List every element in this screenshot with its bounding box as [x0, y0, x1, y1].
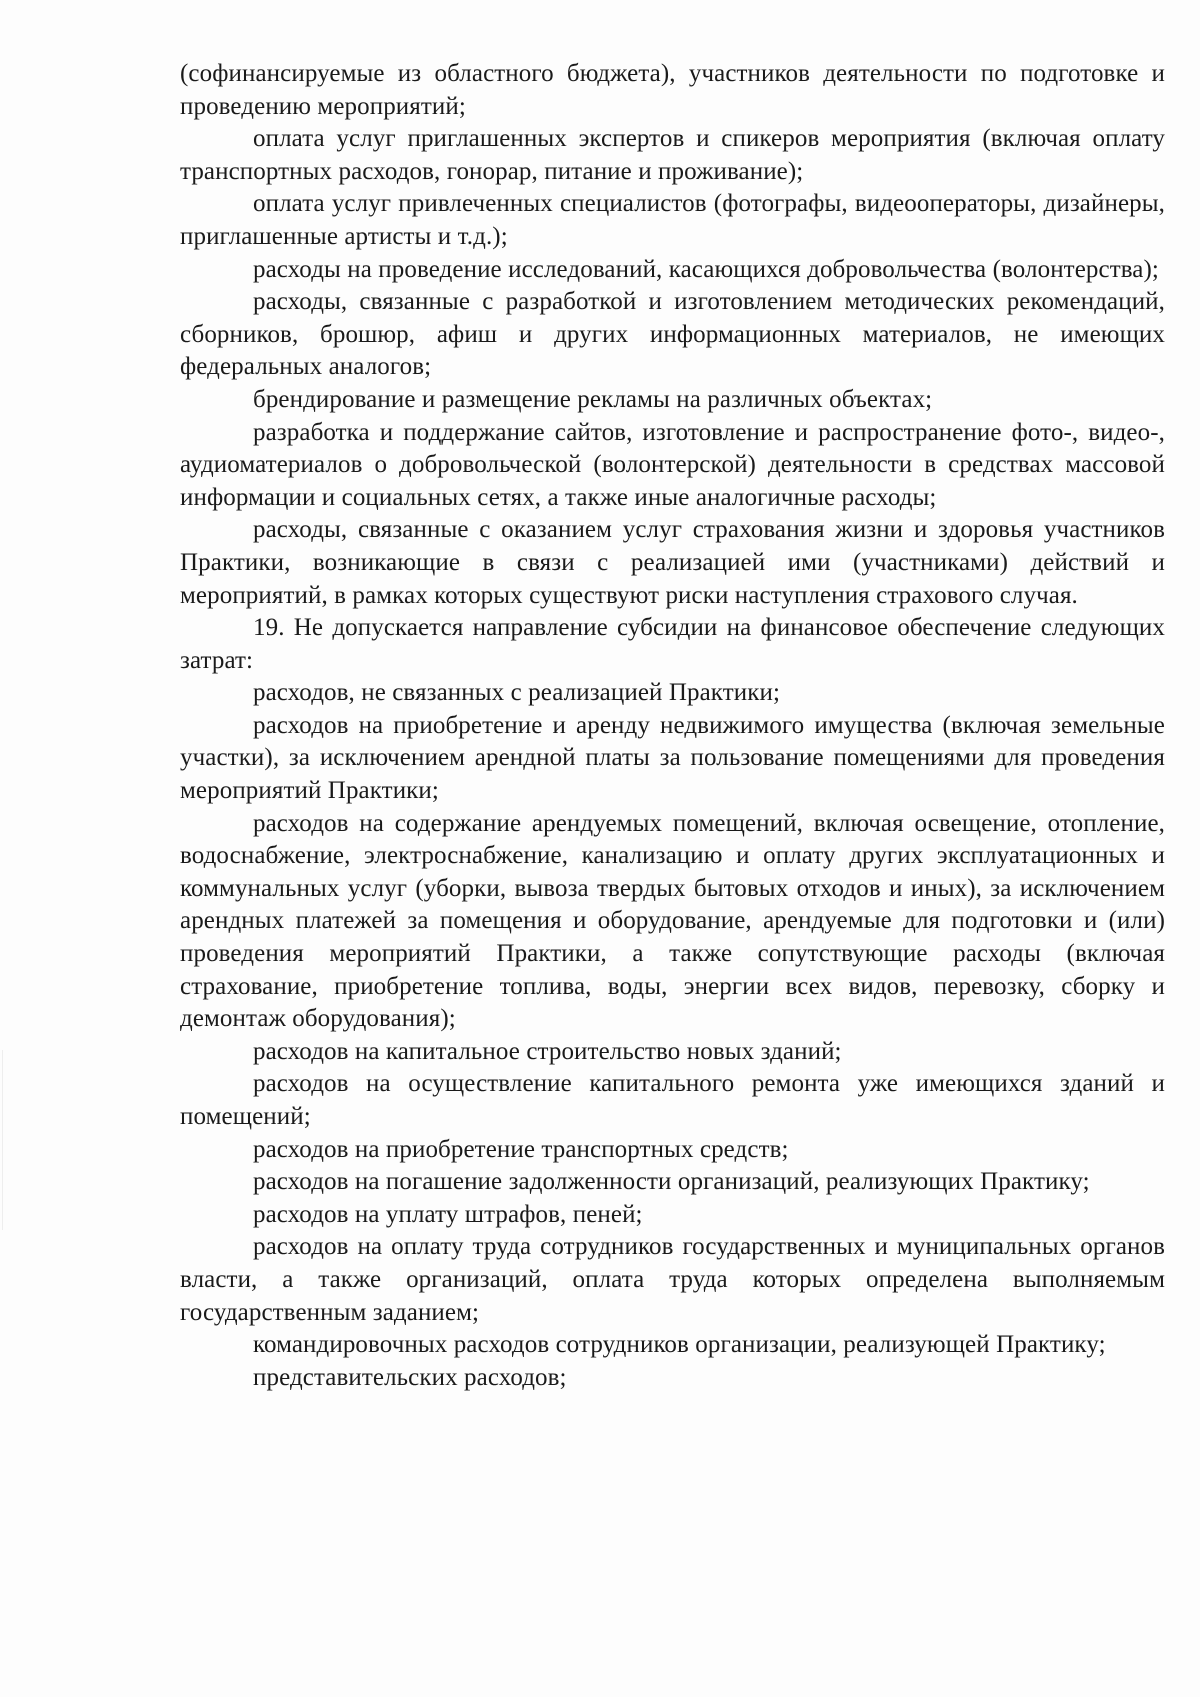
paragraph-debt-repayment: расходов на погашение задолженности организаций, реализующих Практику;	[253, 1168, 1090, 1196]
paragraph-rented-premises: расходов на содержание арендуемых помещений, включая освещение, отопление, водоснабжение, электроснабжение, канализацию и оплату других эксплуатационных и коммунальных услуг (уборки, вывоза твердых бытовых отходов и иных), за исключением арендных платежей за помещения и оборудование, арендуемые для подготовки и (или) проведения мероприятий Практики, а также сопутствующие расходы (включая страхование, приобретение топлива, воды, энергии всех видов, перевозку, сборку и демонтаж оборудования);	[180, 809, 1165, 1033]
paragraph-capital-repair: расходов на осуществление капитального ремонта уже имеющихся зданий и помещений;	[180, 1070, 1165, 1130]
paragraph-fines: расходов на уплату штрафов, пеней;	[253, 1200, 643, 1228]
document-body	[180, 58, 1165, 1394]
paragraph-websites-media: разработка и поддержание сайтов, изготовление и распространение фото-, видео-, аудиоматериалов о добровольческой (волонтерской) деятельности в средствах массовой информации и социальных сетях, а также иные аналогичные расходы;	[180, 418, 1165, 511]
paragraph-cofinanced-participants: (софинансируемые из областного бюджета), участников деятельности по подготовке и проведению мероприятий;	[180, 60, 1165, 120]
paragraph-specialists-payment: оплата услуг привлеченных специалистов (фотографы, видеооператоры, дизайнеры, приглашенные артисты и т.д.);	[180, 190, 1165, 250]
paragraph-real-estate: расходов на приобретение и аренду недвижимого имущества (включая земельные участки), за исключением арендной платы за пользование помещениями для проведения мероприятий Практики;	[180, 711, 1165, 805]
paragraph-vehicles: расходов на приобретение транспортных средств;	[253, 1135, 789, 1163]
paragraph-research-expenses: расходы на проведение исследований, касающихся добровольчества (волонтерства);	[253, 255, 1159, 283]
paragraph-insurance: расходы, связанные с оказанием услуг страхования жизни и здоровья участников Практики, возникающие в связи с реализацией ими (участниками) действий и мероприятий, в рамках которых существуют риски наступления страхового случая.	[180, 516, 1165, 609]
paragraph-clause-19: 19. Не допускается направление субсидии на финансовое обеспечение следующих затрат:	[180, 614, 1165, 674]
paragraph-unrelated-expenses: расходов, не связанных с реализацией Практики;	[253, 679, 780, 707]
paragraph-representation-expenses: представительских расходов;	[253, 1363, 567, 1391]
paragraph-branding: брендирование и размещение рекламы на различных объектах;	[253, 385, 933, 413]
paragraph-experts-payment: оплата услуг приглашенных экспертов и спикеров мероприятия (включая оплату транспортных расходов, гонорар, питание и проживание);	[180, 125, 1165, 185]
paragraph-travel-expenses: командировочных расходов сотрудников организации, реализующей Практику;	[253, 1331, 1106, 1359]
paragraph-salaries: расходов на оплату труда сотрудников государственных и муниципальных органов власти, а также организаций, оплата труда которых определена выполняемым государственным заданием;	[180, 1233, 1165, 1326]
paragraph-methodical-materials: расходы, связанные с разработкой и изготовлением методических рекомендаций, сборников, брошюр, афиш и других информационных материалов, не имеющих федеральных аналогов;	[180, 288, 1165, 381]
scan-edge-line	[2, 1050, 3, 1230]
paragraph-capital-construction: расходов на капитальное строительство новых зданий;	[253, 1037, 842, 1065]
